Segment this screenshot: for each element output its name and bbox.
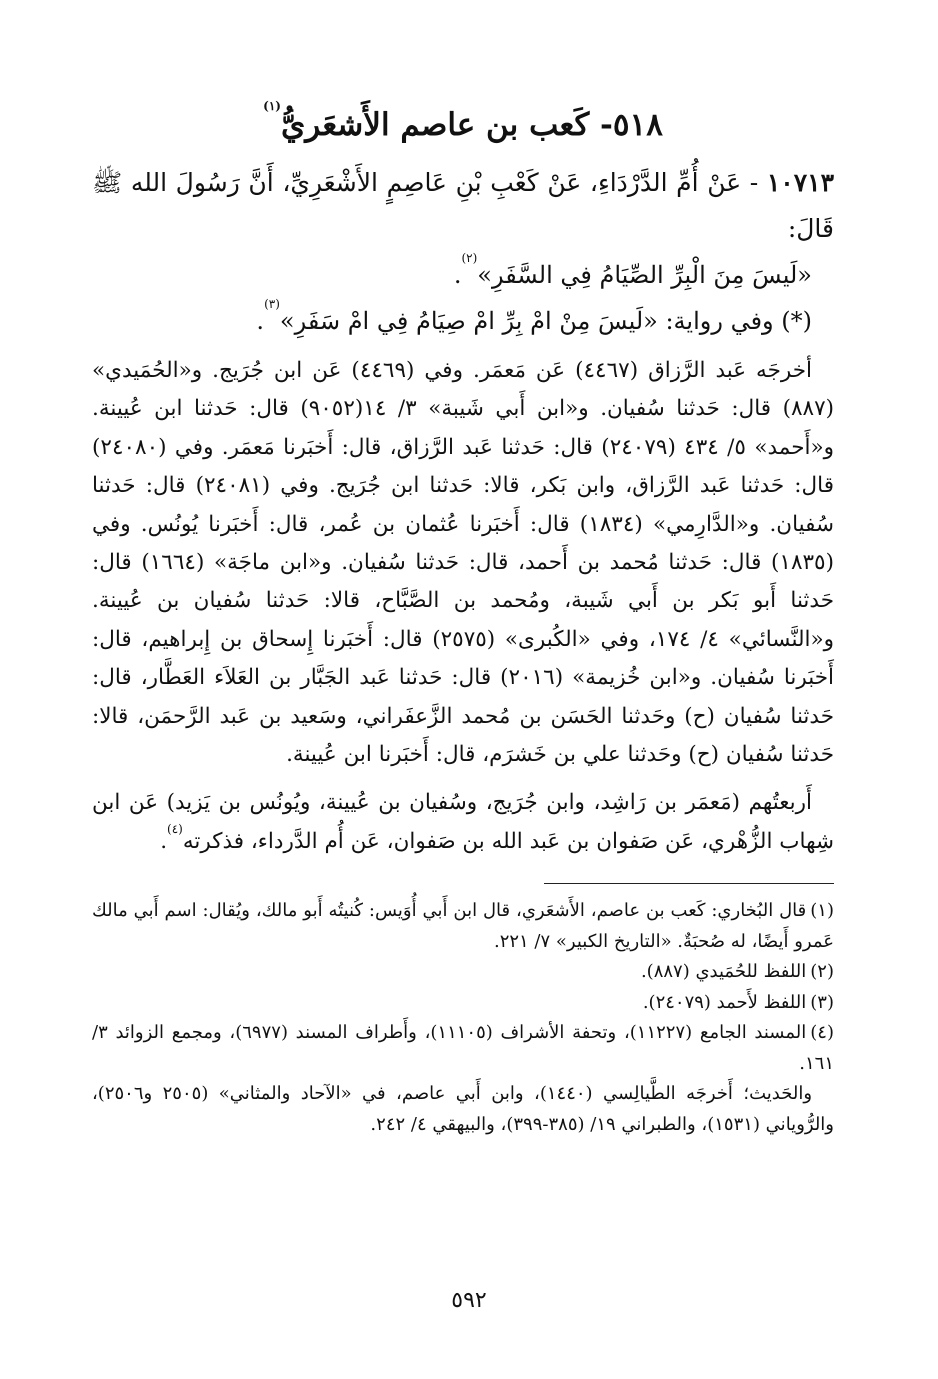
footnote-2 xyxy=(92,957,834,988)
footnote-1 xyxy=(92,896,834,957)
footnote-text: اللفظ لأَحمد (٢٤٠٧٩). xyxy=(642,991,807,1013)
book-page xyxy=(92,100,834,1140)
footnote-ref-1: (١) xyxy=(263,99,281,113)
footnote-ref-2: (٢) xyxy=(461,251,478,265)
chapter-title-text: ٥١٨- كَعب بن عاصم الأَشعَريُّ xyxy=(280,107,663,143)
footnote-ref-4: (٤) xyxy=(167,821,183,836)
footnote-number: (١) xyxy=(810,900,834,922)
hadith-intro xyxy=(92,160,834,252)
footnote-text: قال البُخاري: كَعب بن عاصم، الأَشعَري، قال ابن أَبي أُوَيس: كُنيتُه أَبو مالك، ويُقال: اسم أَبي مالك عَمرو أَيضًا، له صُحبَةٌ. «التاريخ الكبير» ٧/ ٢٢١. xyxy=(92,900,834,952)
hadith-intro-text: - عَنْ أُمِّ الدَّرْدَاءِ، عَنْ كَعْبِ بْنِ عَاصِمٍ الأَشْعَرِيِّ، أَنَّ رَسُولَ الله ﷺ قَالَ: xyxy=(92,168,834,243)
footnote-text: المسند الجامع (١١٢٢٧)، وتحفة الأشراف (١١١٠٥)، وأَطراف المسند (٦٩٧٧)، ومجمع الزوائد ٣/ ١٦١. xyxy=(92,1022,834,1074)
hadith-matn: «لَيسَ مِنَ الْبِرِّ الصِّيَامُ فِي السَّفَرِ»$^{(٢)}$. xyxy=(453,251,812,289)
hadith-number: ١٠٧١٣ xyxy=(766,168,834,197)
isnad-paragraph xyxy=(92,784,834,861)
footnotes xyxy=(92,896,834,1140)
footnote-4-continuation: والحَديث؛ أَخرجَه الطَّيالِسي (١٤٤٠)، وابن أَبي عاصم، في «الآحاد والمثاني» (٢٥٠٥ و٢٥٠٦)، والرُّوياني (١٥٣١)، والطبراني ١٩/ (٣٨٥-٣٩٩)، والبيهقي ٤/ ٢٤٢. xyxy=(92,1083,834,1135)
takhrij-paragraph: أخرجَه عَبد الرَّزاق (٤٤٦٧) عَن مَعمَر. وفي (٤٤٦٩) عَن ابن جُرَيج. و«الحُمَيدي» (٨٨٧) قال: حَدثنا سُفيان. و«ابن أَبي شَيبة» ٣/ ١٤(٩٠٥٢) قال: حَدثنا ابن عُيينة. و«أَحمد» ٥/ ٤٣٤ (٢٤٠٧٩) قال: حَدثنا عَبد الرَّزاق، قال: أَخبَرنا مَعمَر. وفي (٢٤٠٨٠) قال: حَدثنا عَبد الرَّزاق، وابن بَكر، قالا: حَدثنا ابن جُرَيج. وفي (٢٤٠٨١) قال: حَدثنا سُفيان. و«الدَّارِمي» (١٨٣٤) قال: أَخبَرنا عُثمان بن عُمر، قال: أَخبَرنا يُونُس. وفي (١٨٣٥) قال: حَدثنا مُحمد بن أَحمد، قال: حَدثنا سُفيان. و«ابن ماجَة» (١٦٦٤) قال: حَدثنا أَبو بَكر بن أَبي شَيبة، ومُحمد بن الصَّبَّاح، قالا: حَدثنا سُفيان بن عُيينة. و«النَّسائي» ٤/ ١٧٤، وفي «الكُبرى» (٢٥٧٥) قال: أَخبَرنا إِسحاق بن إِبراهيم، قال: أَخبَرنا سُفيان. و«ابن خُزيمة» (٢٠١٦) قال: حَدثنا عَبد الجَبَّار بن العَلاَء العَطَّار، قال: حَدثنا سُفيان (ح) وحَدثنا الحَسَن بن مُحمد الزَّعفَراني، وسَعيد بن عَبد الرَّحمَن، قالا: حَدثنا سُفيان (ح) وحَدثنا علي بن خَشرَم، قال: أَخبَرنا ابن عُيينة. xyxy=(92,358,835,768)
footnote-number: (٢) xyxy=(810,961,834,983)
footnote-ref-3: (٣) xyxy=(264,297,280,311)
hadith-variant: (*) وفي رواية: «لَيسَ مِنْ امْ بِرِّ امْ صِيَامُ فِي امْ سَفَرِ»$^{(٣)}$. xyxy=(256,297,812,335)
footnote-separator xyxy=(544,883,834,884)
chapter-title xyxy=(92,100,834,150)
footnote-3 xyxy=(92,988,834,1019)
footnote-4 xyxy=(92,1018,834,1079)
hadith-variant-text: (*) وفي رواية: «لَيسَ مِنْ امْ بِرِّ امْ صِيَامُ فِي امْ سَفَرِ» xyxy=(279,307,812,335)
isnad-text: أَربعتُهم (مَعمَر بن رَاشِد، وابن جُرَيج، وسُفيان بن عُيينة، ويُونُس بن يَزيد) عَن ابن شِهاب الزُّهْري، عَن صَفوان بن عَبد الله بن صَفوان، عَن أُم الدَّرداء، فذكرته xyxy=(92,790,834,854)
hadith-matn-text: «لَيسَ مِنَ الْبِرِّ الصِّيَامُ فِي السَّفَرِ» xyxy=(477,261,812,289)
footnote-number: (٣) xyxy=(810,991,834,1013)
footnote-text: اللفظ للحُمَيدي (٨٨٧). xyxy=(640,961,807,983)
footnote-number: (٤) xyxy=(810,1022,834,1044)
isnad-end: . xyxy=(160,828,168,854)
page-number: ٥٩٢ xyxy=(451,1288,487,1313)
